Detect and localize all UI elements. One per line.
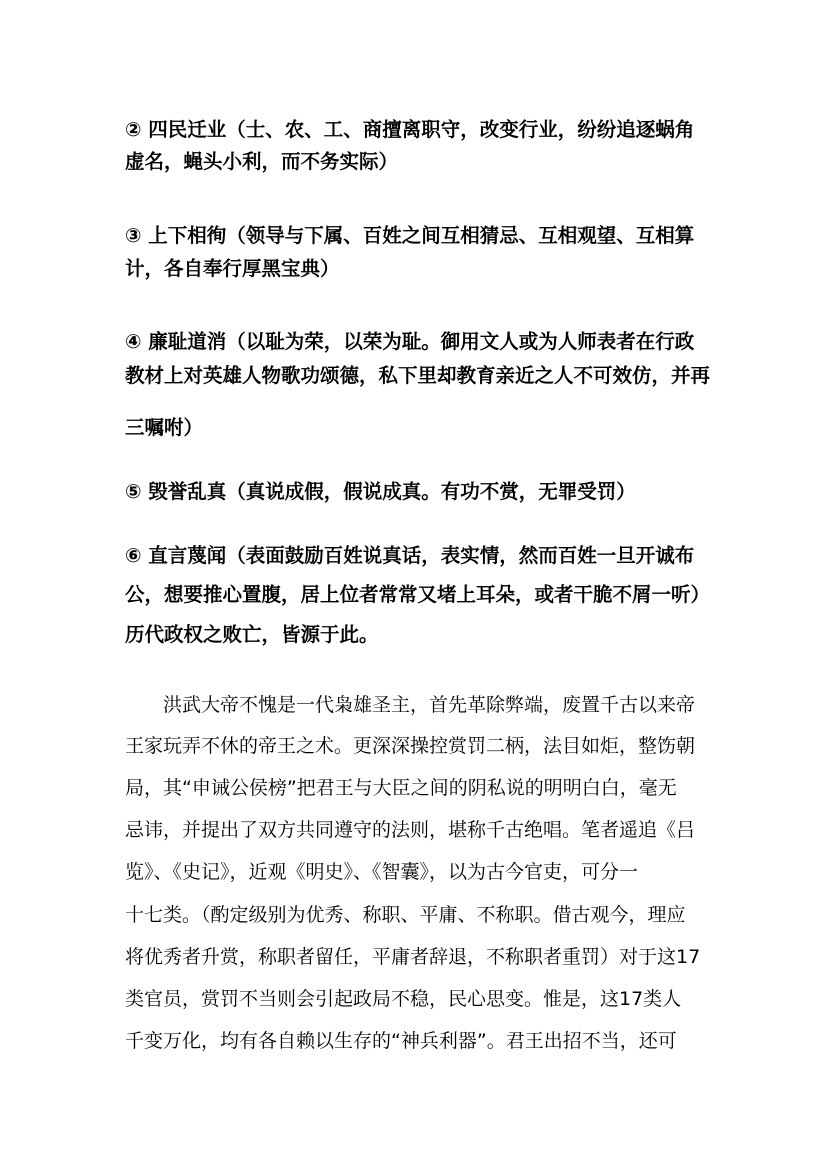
item-4-line-1: ④ 廉耻道消（以耻为荣，以荣为耻。御用文人或为人师表者在行政	[125, 330, 695, 353]
item-2-line-1: ② 四民迁业（士、农、工、商擅离职守，改变行业，纷纷追逐蜗角	[125, 118, 695, 141]
item-2-line-2: 虚名，蝇头小利，而不务实际）	[125, 150, 399, 173]
paragraph-line-8: 类官员，赏罚不当则会引起政局不稳，民心思变。惟是，这17类人	[125, 988, 682, 1010]
paragraph-line-6: 十七类。（酌定级别为优秀、称职、平庸、不称职。借古观今，理应	[125, 904, 686, 926]
item-3-line-2: 计，各自奉行厚黑宝典）	[125, 257, 340, 280]
paragraph-line-1: 洪武大帝不愧是一代枭雄圣主，首先革除弊端，废置千古以来帝	[163, 694, 696, 716]
item-4-line-3: 三嘱咐）	[125, 416, 204, 439]
paragraph-line-2: 王家玩弄不休的帝王之术。更深深操控赏罚二柄，法目如炬，整饬朝	[125, 735, 696, 757]
item-6-line-1: ⑥ 直言蔑闻（表面鼓励百姓说真话，表实情，然而百姓一旦开诚布	[125, 544, 695, 567]
item-4-line-2: 教材上对英雄人物歌功颂德，私下里却教育亲近之人不可效仿，并再	[125, 364, 711, 387]
paragraph-line-4: 忌讳，并提出了双方共同遵守的法则，堪称千古绝唱。笔者遥追《吕	[125, 819, 696, 841]
item-6-line-3: 历代政权之败亡，皆源于此。	[125, 623, 379, 646]
paragraph-line-5: 览》、《史记》，近观《明史》、《智囊》，以为古今官吏，可分一	[125, 861, 639, 883]
paragraph-line-9: 千变万化，均有各自赖以生存的“神兵利器”。君王出招不当，还可	[125, 1030, 677, 1052]
item-6-line-2: 公，想要推心置腹，居上位者常常又堵上耳朵，或者干脆不屑一听）	[125, 583, 711, 606]
item-5-line-1: ⑤ 毁誉乱真（真说成假，假说成真。有功不赏，无罪受罚）	[125, 480, 636, 503]
paragraph-line-7: 将优秀者升赏，称职者留任，平庸者辞退，不称职者重罚）对于这17	[125, 946, 701, 968]
paragraph-line-3: 局，其“申诫公侯榜”把君王与大臣之间的阴私说的明明白白，毫无	[125, 777, 677, 799]
item-3-line-1: ③ 上下相徇（领导与下属、百姓之间互相猜忌、互相观望、互相算	[125, 224, 695, 247]
